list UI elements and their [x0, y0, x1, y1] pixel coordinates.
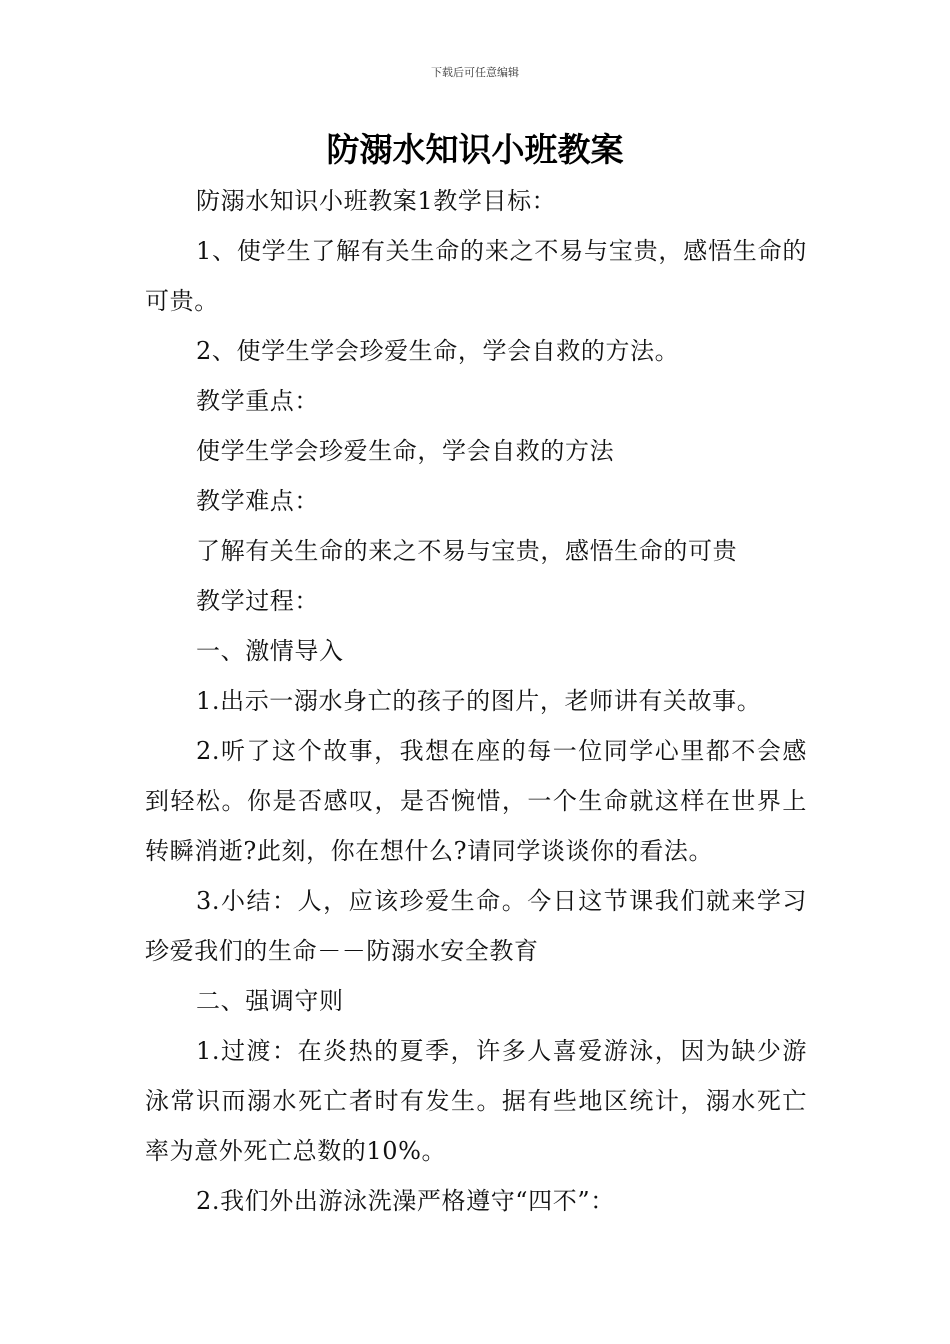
- document-title: 防溺水知识小班教案: [326, 130, 624, 169]
- document-body: [145, 176, 807, 1226]
- paragraph-objectives-heading: 防溺水知识小班教案1教学目标：: [196, 187, 557, 215]
- paragraph-step-1-2: 2.听了这个故事，我想在座的每一位同学心里都不会感到轻松。你是否感叹，是否惋惜，一个生命就这样在世界上转瞬消逝?此刻，你在想什么?请同学谈谈你的看法。: [145, 737, 807, 865]
- paragraph-key-points-heading: 教学重点：: [196, 387, 319, 415]
- paragraph-key-points: 使学生学会珍爱生命，学会自救的方法: [196, 437, 615, 465]
- paragraph-section-2-heading: 二、强调守则: [196, 987, 344, 1015]
- paragraph-process-heading: 教学过程：: [196, 587, 319, 615]
- header-note: 下载后可任意编辑: [431, 66, 519, 79]
- paragraph-step-1-1: 1.出示一溺水身亡的孩子的图片，老师讲有关故事。: [196, 687, 762, 715]
- paragraph-step-1-3: 3.小结：人，应该珍爱生命。今日这节课我们就来学习珍爱我们的生命－－防溺水安全教育: [145, 887, 807, 965]
- paragraph-objective-1: 1、使学生了解有关生命的来之不易与宝贵，感悟生命的可贵。: [145, 237, 807, 315]
- paragraph-objective-2: 2、使学生学会珍爱生命，学会自救的方法。: [196, 337, 680, 365]
- paragraph-step-2-1: 1.过渡：在炎热的夏季，许多人喜爱游泳，因为缺少游泳常识而溺水死亡者时有发生。据有些地区统计，溺水死亡率为意外死亡总数的10%。: [145, 1037, 807, 1165]
- paragraph-section-1-heading: 一、激情导入: [196, 637, 344, 665]
- paragraph-difficulties-heading: 教学难点：: [196, 487, 319, 515]
- paragraph-difficulties: 了解有关生命的来之不易与宝贵，感悟生命的可贵: [196, 537, 738, 565]
- paragraph-step-2-2: 2.我们外出游泳洗澡严格遵守“四不”：: [196, 1187, 615, 1215]
